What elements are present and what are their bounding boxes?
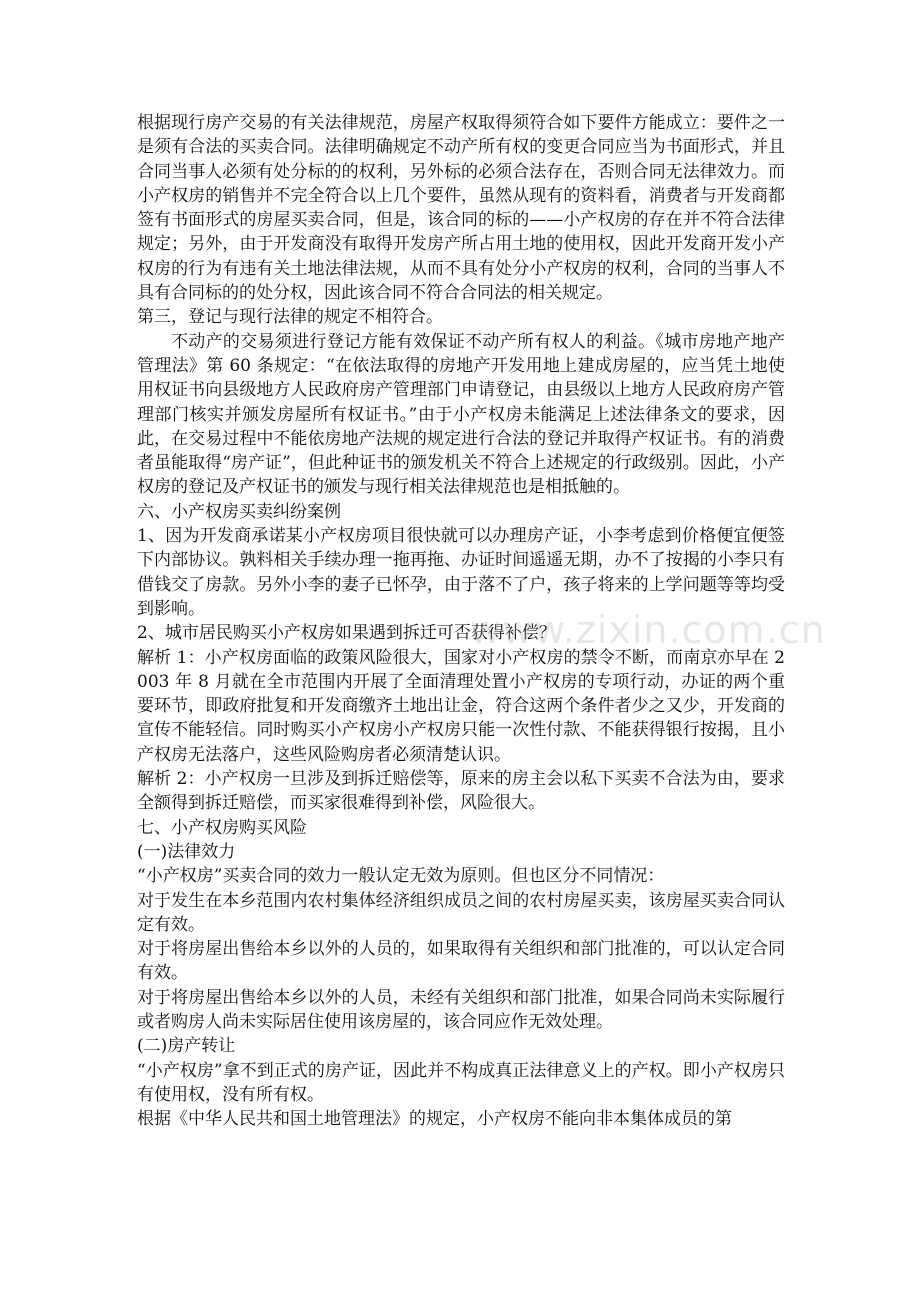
document-page [137,111,785,1131]
paragraph: 根据现行房产交易的有关法律规范，房屋产权取得须符合如下要件方能成立：要件之一是须有合法的买卖合同。法律明确规定不动产所有权的变更合同应当为书面形式，并且合同当事人必须有处分标的的权利，另外标的必须合法存在，否则合同无法律效力。而小产权房的销售并不完全符合以上几个要件，虽然从现有的资料看，消费者与开发商都签有书面形式的房屋买卖合同，但是，该合同的标的——小产权房的存在并不符合法律规定；另外，由于开发商没有取得开发房产所占用土地的使用权，因此开发商开发小产权房的行为有违有关土地法律法规，从而不具有处分小产权房的权利，合同的当事人不具有合同标的的处分权，因此该合同不符合合同法的相关规定。 [137,113,785,304]
paragraph: 对于将房屋出售给本乡以外的人员的，如果取得有关组织和部门批准的，可以认定合同有效。 [137,939,785,984]
paragraph: 解析 1：小产权房面临的政策风险很大，国家对小产权房的禁令不断，而南京亦早在 2003 年 8 月就在全市范围内开展了全面清理处置小产权房的专项行动，办证的两个重要环节，即政府批复和开发商缴齐土地出让金，符合这两个条件者少之又少，开发商的宣传不能轻信。同时购买小产权房小产权房只能一次性付款、不能获得银行按揭，且小产权房无法落户，这些风险购房者必须清楚认识。 [137,647,785,765]
paragraph: 七、小产权房购买风险 [137,817,307,838]
paragraph: 对于将房屋出售给本乡以外的人员，未经有关组织和部门批准，如果合同尚未实际履行或者购房人尚未实际居住使用该房屋的，该合同应作无效处理。 [137,987,785,1032]
paragraph: 根据《中华人民共和国土地管理法》的规定，小产权房不能向非本集体成员的第 [137,1109,732,1130]
paragraph: (二)房产转让 [137,1036,236,1057]
paragraph: (一)法律效力 [137,841,236,862]
watermark: www.zixin.com.cn [470,608,826,652]
paragraph: 对于发生在本乡范围内农村集体经济组织成员之间的农村房屋买卖，该房屋买卖合同认定有效。 [137,890,785,935]
paragraph: 1、因为开发商承诺某小产权房项目很快就可以办理房产证，小李考虑到价格便宜便签下内部协议。孰料相关手续办理一拖再拖、办证时间遥遥无期，办不了按揭的小李只有借钱交了房款。另外小李的妻子已怀孕，由于落不了户，孩子将来的上学问题等等均受到影响。 [137,526,785,619]
paragraph: 解析 2：小产权房一旦涉及到拆迁赔偿等，原来的房主会以私下买卖不合法为由，要求全额得到拆迁赔偿，而买家很难得到补偿，风险很大。 [137,769,785,814]
paragraph: 第三，登记与现行法律的规定不相符合。 [137,307,443,328]
paragraph: 不动产的交易须进行登记方能有效保证不动产所有权人的利益。《城市房地产地产管理法》第 60 条规定：“在依法取得的房地产开发用地上建成房屋的，应当凭土地使用权证书向县级地方人民政府房产管理部门申请登记，由县级以上地方人民政府房产管理部门核实并颁发房屋所有权证书。”由于小产权房未能满足上述法律条文的要求，因此，在交易过程中不能依房地产法规的规定进行合法的登记并取得产权证书。有的消费者虽能取得“房产证”，但此种证书的颁发机关不符合上述规定的行政级别。因此，小产权房的登记及产权证书的颁发与现行相关法律规范也是相抵触的。 [137,331,785,498]
paragraph: 2、城市居民购买小产权房如果遇到拆迁可否获得补偿？ [137,623,556,644]
paragraph: “小产权房”拿不到正式的房产证，因此并不构成真正法律意义上的产权。即小产权房只有使用权，没有所有权。 [137,1060,785,1105]
paragraph: 六、小产权房买卖纠纷案例 [137,501,341,522]
paragraph: “小产权房”买卖合同的效力一般认定无效为原则。但也区分不同情况： [137,866,665,887]
